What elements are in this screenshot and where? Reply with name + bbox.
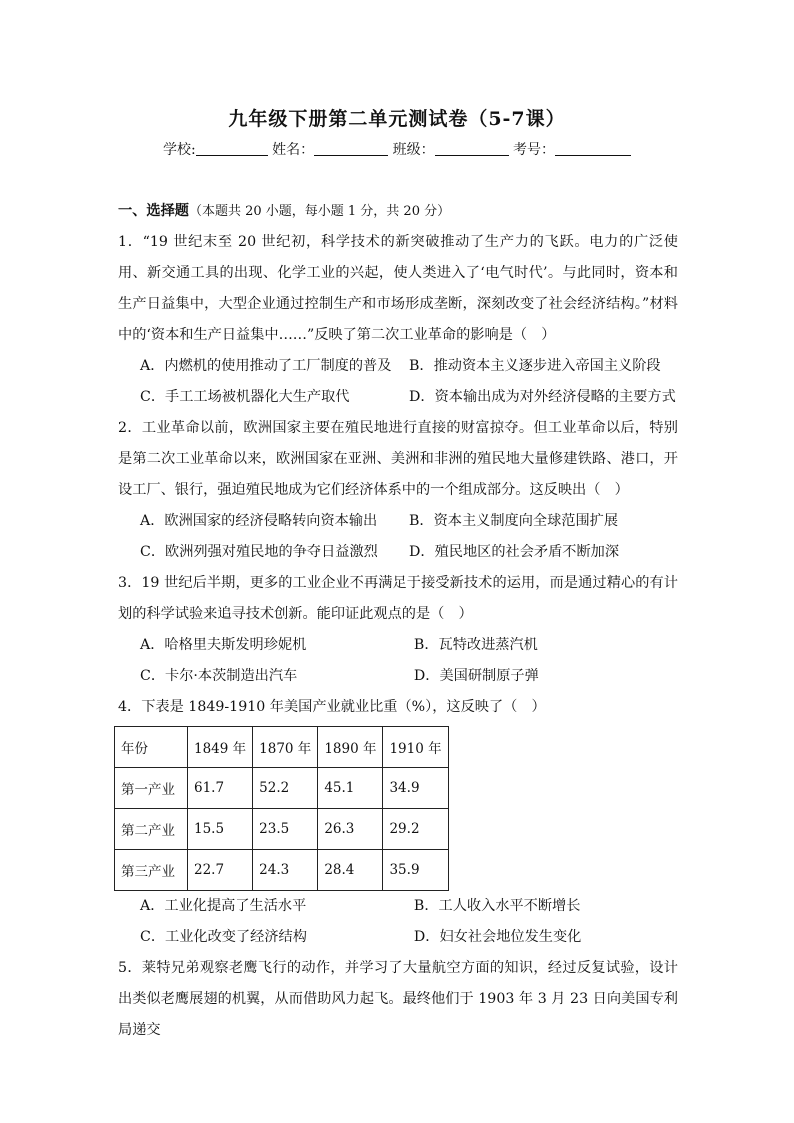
option-c[interactable]: C．卡尔·本茨制造出汽车 [140,668,298,684]
school-blank[interactable] [196,141,268,156]
table-cell: 34.9 [383,768,448,809]
section-note: （本题共 20 小题，每小题 1 分，共 20 分） [188,204,451,219]
option-row [118,506,678,537]
option-c[interactable]: C．欧洲列强对殖民地的争夺日益激烈 [140,544,378,560]
option-c[interactable]: C．工业化改变了经济结构 [140,929,307,945]
section-title: 一、选择题 [118,203,189,219]
table-row [115,809,449,850]
option-a[interactable]: A．工业化提高了生活水平 [140,898,307,914]
school-label: 学校: [162,142,196,158]
option-b[interactable]: B．推动资本主义逐步进入帝国主义阶段 [409,358,661,374]
section-heading [118,200,678,223]
table-row [115,768,449,809]
option-d[interactable]: D．妇女社会地位发生变化 [413,929,582,945]
option-a[interactable]: A．欧洲国家的经济侵略转向资本输出 [140,513,378,529]
exam-no-blank[interactable] [555,141,631,156]
question-3 [118,568,678,692]
exam-content [118,200,678,1046]
option-c[interactable]: C．手工工场被机器化大生产取代 [140,389,350,405]
option-row [118,537,678,568]
question-4 [118,692,678,953]
option-b[interactable]: B．工人收入水平不断增长 [413,898,581,914]
table-cell: 第一产业 [115,768,188,809]
option-a[interactable]: A．哈格里夫斯发明珍妮机 [140,637,307,653]
name-label: 姓名： [272,142,315,158]
option-b[interactable]: B．资本主义制度向全球范围扩展 [409,513,619,529]
table-cell: 52.2 [253,768,318,809]
option-d[interactable]: D．殖民地区的社会矛盾不断加深 [409,544,620,560]
exam-no-label: 考号： [513,142,556,158]
question-1 [118,227,678,413]
question-2 [118,413,678,568]
table-cell: 26.3 [318,809,383,850]
question-5 [118,953,678,1046]
table-cell: 15.5 [188,809,253,850]
table-header-cell: 1849 年 [188,727,253,768]
question-text: 1．“19 世纪末至 20 世纪初，科学技术的新突破推动了生产力的飞跃。电力的广泛使用、新交通工具的出现、化学工业的兴起，使人类进入了‘电气时代’。与此同时，资本和生产日益集中，大型企业通过控制生产和市场形成垄断，深刻改变了社会经济结构。”材料中的‘资本和生产日益集中……”反映了第二次工业革命的影响是（ ） [118,234,678,343]
option-row [118,661,678,692]
option-row [118,891,678,922]
table-cell: 24.3 [253,850,318,891]
table-cell: 22.7 [188,850,253,891]
table-cell: 61.7 [188,768,253,809]
option-row [118,351,678,382]
option-row [118,630,678,661]
option-d[interactable]: D．美国研制原子弹 [413,668,539,684]
table-header-cell: 1870 年 [253,727,318,768]
student-info-line [0,139,794,159]
employment-table [114,726,449,891]
option-a[interactable]: A．内燃机的使用推动了工厂制度的普及 [140,358,392,374]
table-cell: 第二产业 [115,809,188,850]
question-text: 3．19 世纪后半期，更多的工业企业不再满足于接受新技术的运用，而是通过精心的有计划的科学试验来追寻技术创新。能印证此观点的是（ ） [118,575,678,622]
table-cell: 28.4 [318,850,383,891]
option-row [118,382,678,413]
table-row [115,850,449,891]
table-header-cell: 年份 [115,727,188,768]
table-header-row [115,727,449,768]
table-cell: 23.5 [253,809,318,850]
question-text: 5．莱特兄弟观察老鹰飞行的动作，并学习了大量航空方面的知识，经过反复试验，设计出类似老鹰展翅的机翼，从而借助风力起飞。最终他们于 1903 年 3 月 23 日向美国专利局递交 [118,960,678,1038]
name-blank[interactable] [314,141,388,156]
question-text: 2．工业革命以前，欧洲国家主要在殖民地进行直接的财富掠夺。但工业革命以后，特别是第二次工业革命以来，欧洲国家在亚洲、美洲和非洲的殖民地大量修建铁路、港口，开设工厂、银行，强迫殖民地成为它们经济体系中的一个组成部分。这反映出（ ） [118,420,678,498]
page-title: 九年级下册第二单元测试卷（5-7课） [228,108,566,130]
table-cell: 35.9 [383,850,448,891]
option-d[interactable]: D．资本输出成为对外经济侵略的主要方式 [409,389,676,405]
class-blank[interactable] [435,141,509,156]
table-header-cell: 1890 年 [318,727,383,768]
table-cell: 29.2 [383,809,448,850]
class-label: 班级： [392,142,435,158]
option-b[interactable]: B．瓦特改进蒸汽机 [413,637,538,653]
option-row [118,922,678,953]
table-header-cell: 1910 年 [383,727,448,768]
table-cell: 第三产业 [115,850,188,891]
table-cell: 45.1 [318,768,383,809]
question-text: 4．下表是 1849-1910 年美国产业就业比重（%），这反映了（ ） [118,699,546,715]
